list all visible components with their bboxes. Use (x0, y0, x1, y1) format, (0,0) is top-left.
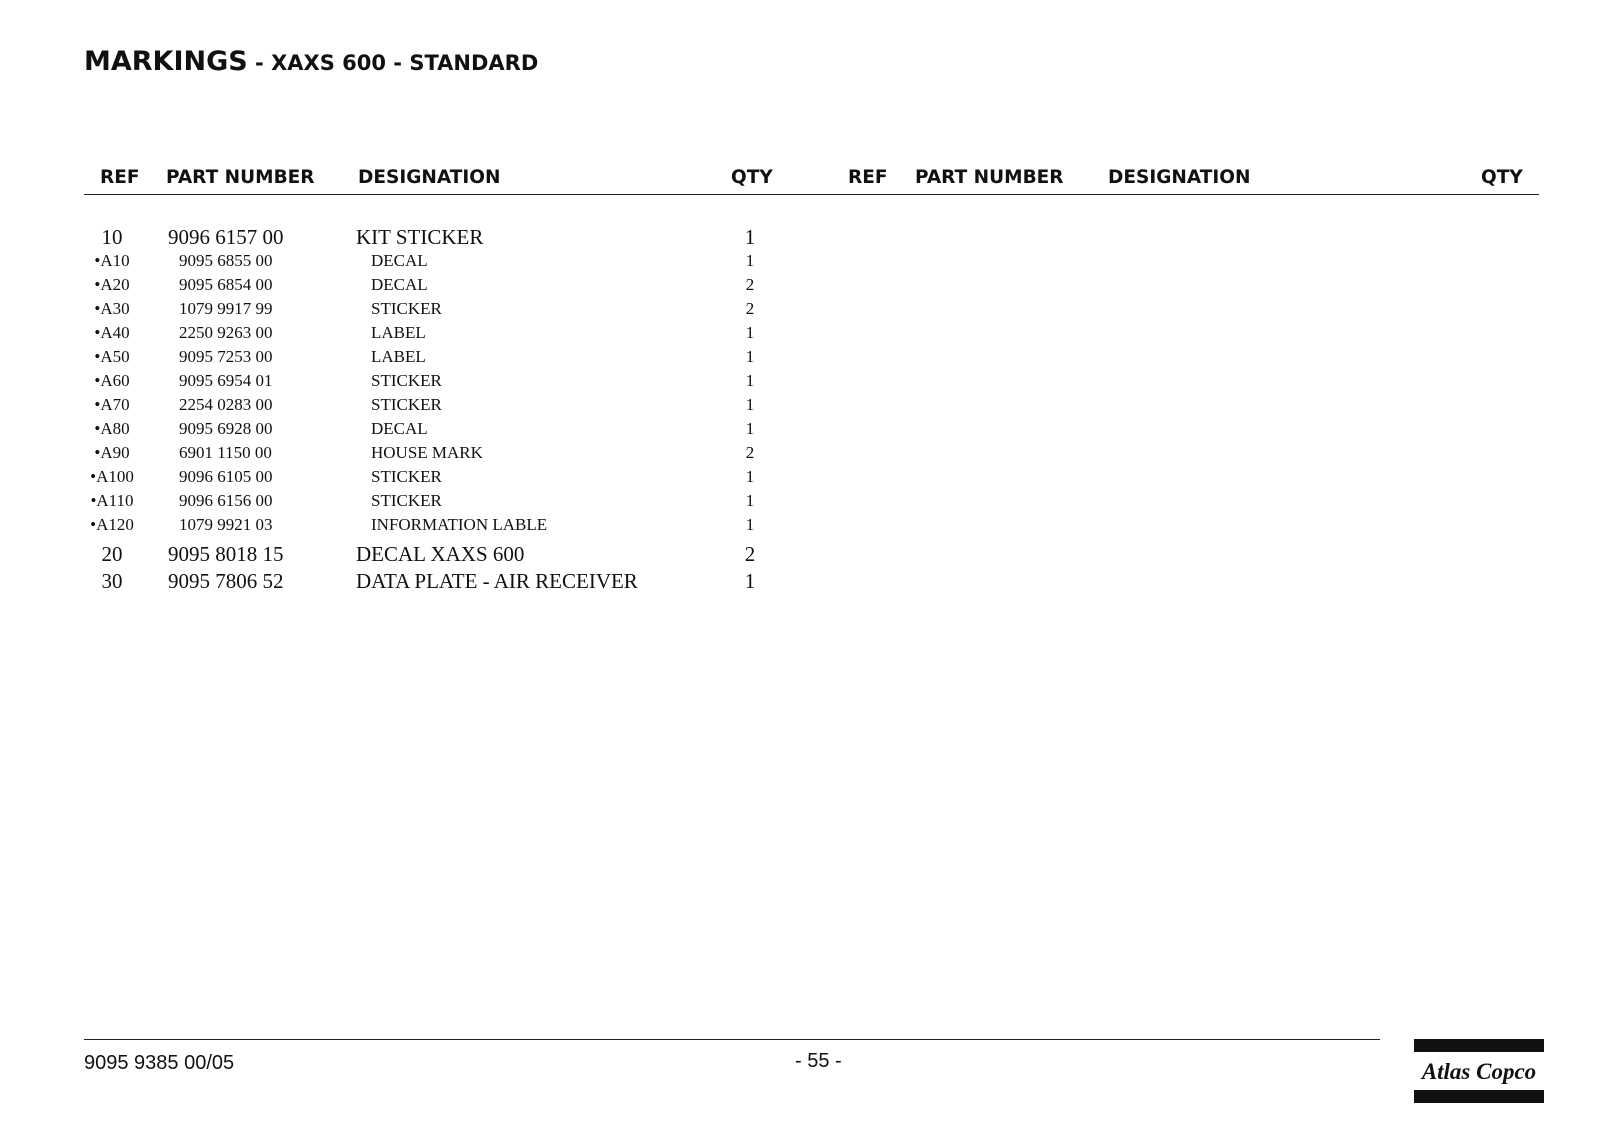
header-part-number-right: PART NUMBER (915, 167, 1064, 188)
row-qty: 2 (745, 275, 755, 294)
row-designation: LABEL (371, 347, 426, 366)
row-qty: 1 (745, 419, 755, 438)
header-ref-right: REF (848, 167, 888, 188)
row-part-number: 9095 6954 01 (179, 371, 273, 390)
row-qty: 1 (745, 323, 755, 342)
logo-wordmark: Atlas Copco (1421, 1059, 1537, 1084)
header-part-number-left: PART NUMBER (166, 167, 315, 188)
logo-bottom-bar (1414, 1090, 1544, 1103)
row-qty: 1 (745, 467, 755, 486)
row-qty: 1 (745, 515, 755, 534)
logo-top-bar (1414, 1039, 1544, 1052)
row-part-number: 9095 7253 00 (179, 347, 273, 366)
row-part-number: 9096 6157 00 (168, 225, 284, 249)
row-part-number: 9095 6855 00 (179, 251, 273, 270)
row-ref: •A70 (94, 395, 130, 414)
row-qty: 1 (745, 251, 755, 270)
row-designation: HOUSE MARK (371, 443, 483, 462)
row-part-number: 9095 6928 00 (179, 419, 273, 438)
row-qty: 1 (745, 395, 755, 414)
row-part-number: 9095 6854 00 (179, 275, 273, 294)
header-qty-left: QTY (731, 167, 773, 188)
row-part-number: 9095 8018 15 (168, 542, 284, 566)
row-ref: •A40 (94, 323, 130, 342)
row-designation: STICKER (371, 491, 442, 510)
row-qty: 1 (744, 225, 756, 249)
row-qty: 2 (745, 299, 755, 318)
header-qty-right: QTY (1481, 167, 1523, 188)
row-part-number: 2254 0283 00 (179, 395, 273, 414)
row-ref: •A80 (94, 419, 130, 438)
row-ref: 20 (101, 542, 123, 566)
row-part-number: 9095 7806 52 (168, 569, 284, 593)
row-ref: •A20 (94, 275, 130, 294)
row-qty: 2 (745, 443, 755, 462)
row-ref: •A60 (94, 371, 130, 390)
row-part-number: 1079 9921 03 (179, 515, 273, 534)
row-designation: STICKER (371, 395, 442, 414)
row-ref: 30 (101, 569, 123, 593)
header-rule (84, 194, 1539, 195)
row-part-number: 9096 6156 00 (179, 491, 273, 510)
row-ref: •A120 (90, 515, 134, 534)
row-ref: •A100 (90, 467, 134, 486)
row-designation: STICKER (371, 299, 442, 318)
row-qty: 1 (745, 347, 755, 366)
header-ref-left: REF (100, 167, 140, 188)
row-designation: INFORMATION LABLE (371, 515, 548, 534)
page-number: - 55 - (795, 1050, 842, 1072)
row-designation: DECAL (371, 275, 428, 294)
atlas-copco-logo (1414, 1039, 1544, 1103)
row-designation: DATA PLATE - AIR RECEIVER (356, 569, 638, 593)
title-main: MARKINGS (84, 46, 248, 77)
row-ref: 10 (101, 225, 123, 249)
row-qty: 2 (744, 542, 756, 566)
title-sub: - XAXS 600 - STANDARD (247, 51, 539, 75)
row-part-number: 1079 9917 99 (179, 299, 273, 318)
page-title (84, 40, 538, 78)
header-designation-left: DESIGNATION (358, 167, 501, 188)
row-designation: DECAL XAXS 600 (356, 542, 525, 566)
document-number: 9095 9385 00/05 (84, 1052, 235, 1074)
row-ref: •A50 (94, 347, 130, 366)
row-designation: KIT STICKER (356, 225, 484, 249)
footer-rule (84, 1039, 1380, 1040)
row-ref: •A110 (90, 491, 134, 510)
row-part-number: 2250 9263 00 (179, 323, 273, 342)
row-part-number: 9096 6105 00 (179, 467, 273, 486)
row-ref: •A90 (94, 443, 130, 462)
row-part-number: 6901 1150 00 (179, 443, 272, 462)
header-designation-right: DESIGNATION (1108, 167, 1251, 188)
row-designation: STICKER (371, 467, 442, 486)
row-designation: STICKER (371, 371, 442, 390)
row-qty: 1 (744, 569, 756, 593)
row-designation: DECAL (371, 419, 428, 438)
row-ref: •A30 (94, 299, 130, 318)
row-designation: DECAL (371, 251, 428, 270)
row-qty: 1 (745, 371, 755, 390)
row-ref: •A10 (94, 251, 130, 270)
row-qty: 1 (745, 491, 755, 510)
row-designation: LABEL (371, 323, 426, 342)
